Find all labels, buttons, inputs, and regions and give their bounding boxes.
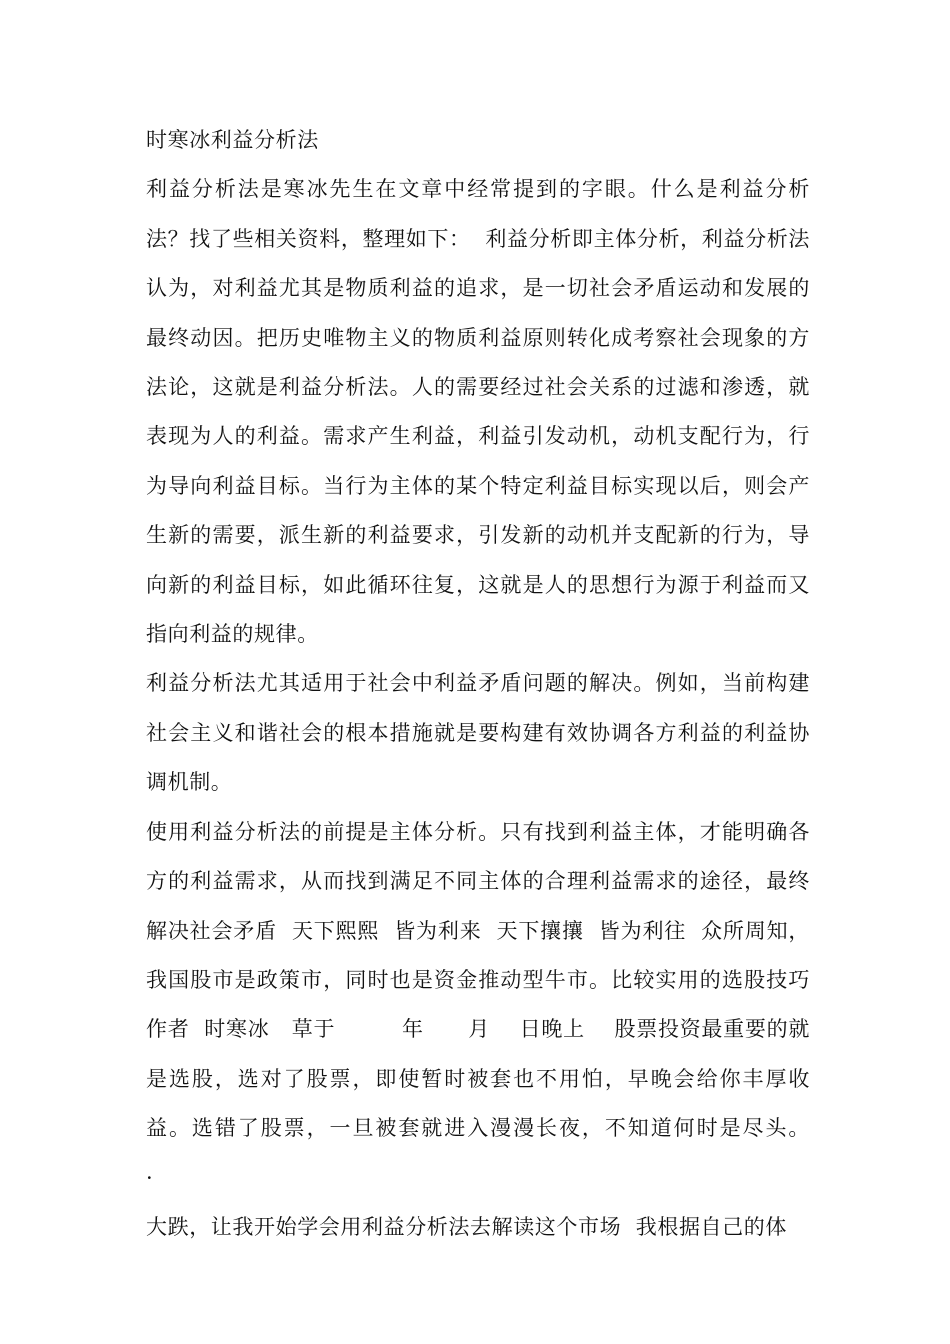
document-title: 时寒冰利益分析法 xyxy=(146,128,319,152)
paragraph-application: 利益分析法尤其适用于社会中利益矛盾问题的解决。例如，当前构建社会主义和谐社会的根本措施就是要构建有效协调各方利益的利益协调机制。 xyxy=(146,671,810,795)
paragraph-definition: 利益分析法是寒冰先生在文章中经常提到的字眼。什么是利益分析法？找了些相关资料，整理如下： 利益分析即主体分析，利益分析法认为，对利益尤其是物质利益的追求，是一切社会矛盾运动和发展的最终动因。把历史唯物主义的物质利益原则转化成考察社会现象的方法论，这就是利益分析法。人的需要经过社会关系的过滤和渗透，就表现为人的利益。需求产生利益，利益引发动机，动机支配行为，行为导向利益目标。当行为主体的某个特定利益目标实现以后，则会产生新的需要，派生新的利益要求，引发新的动机并支配新的行为，导向新的利益目标，如此循环往复，这就是人的思想行为源于利益而又指向利益的规律。 xyxy=(146,177,810,647)
paragraph-premise: 使用利益分析法的前提是主体分析。只有找到利益主体，才能明确各方的利益需求，从而找到满足不同主体的合理利益需求的途径，最终解决社会矛盾 天下熙熙 皆为利来 天下攘攘 皆为利往 众所周知，我国股市是政策市，同时也是资金推动型牛市。比较实用的选股技巧 作者 时寒冰 草于 年 月 日晚上 股票投资最重要的就是选股，选对了股票，即使暂时被套也不用怕，早晚会给你丰厚收益。选错了股票，一旦被套就进入漫漫长夜，不知道何时是尽头。 · xyxy=(146,819,847,1190)
document-body xyxy=(146,116,847,1252)
paragraph-market-drop: 大跌，让我开始学会用利益分析法去解读这个市场 我根据自己的体 xyxy=(146,1214,787,1239)
